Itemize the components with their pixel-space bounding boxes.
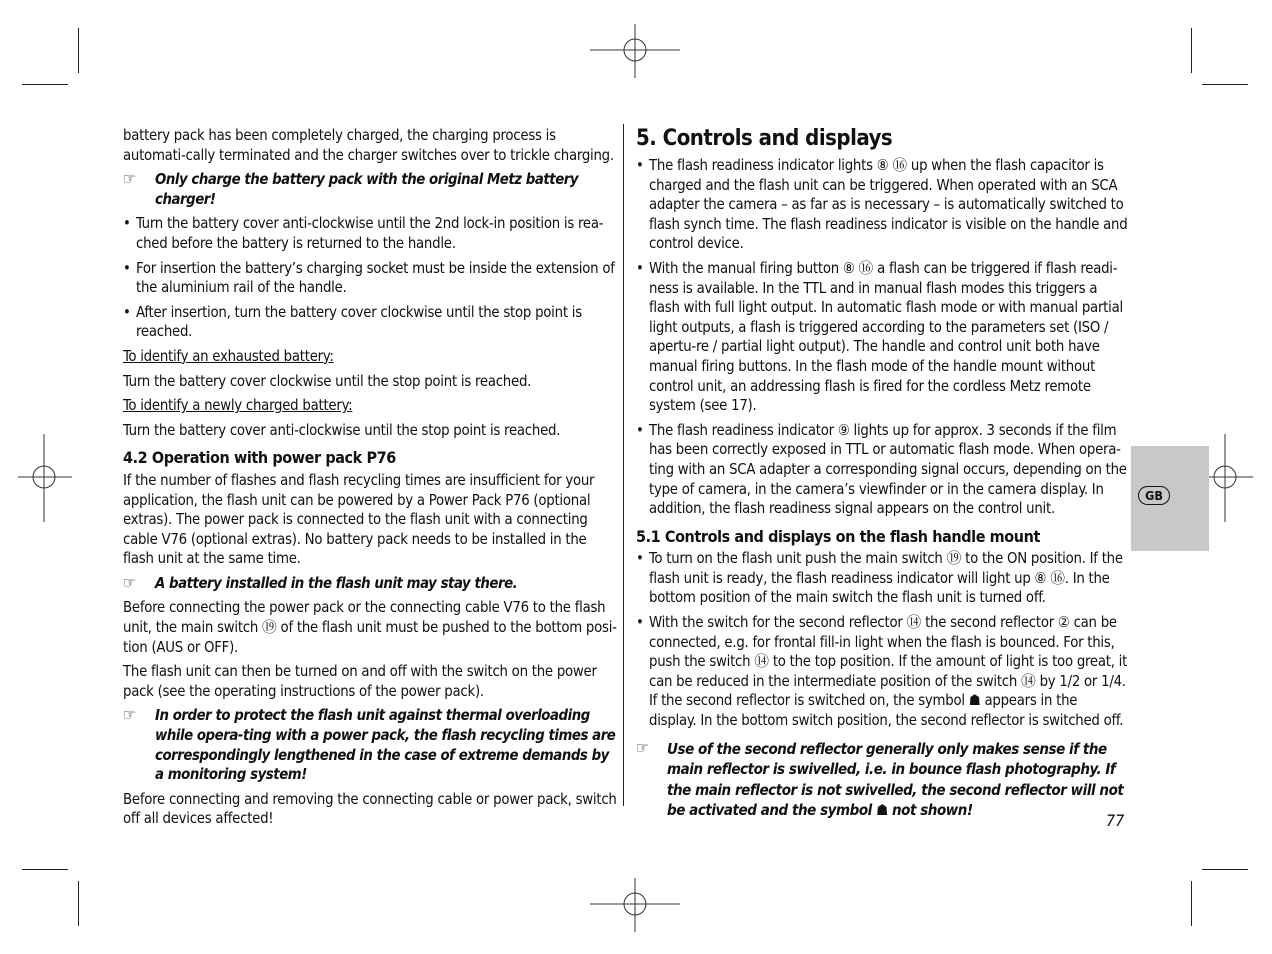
list-item: • Turn the battery cover anti-clockwise until the 2nd lock-in position is rea-ched before the battery is returned to the handle. [123, 214, 619, 253]
charged-battery-text: Turn the battery cover anti-clockwise until the stop point is reached. [123, 421, 561, 439]
power-switch-paragraph: The flash unit can then be turned on and off with the switch on the power pack (see the operating instructions of the power pack). [123, 663, 597, 700]
note-second-reflector [636, 739, 1128, 821]
right-column [636, 126, 1128, 826]
note-thermal-overload [123, 706, 619, 784]
charged-battery-heading: To identify a newly charged battery: [123, 397, 353, 415]
main-switch-paragraph: Before connecting the power pack or the connecting cable V76 to the flash unit, the main switch ⑲ of the flash unit must be pushed to the bottom posi-tion (AUS or OFF). [123, 599, 617, 656]
crop-mark [1202, 84, 1248, 85]
note-battery-stay [123, 574, 619, 594]
list-item: • For insertion the battery’s charging socket must be inside the extension of the aluminium rail of the handle. [123, 259, 619, 298]
registration-mark-icon [590, 22, 682, 80]
language-tab [1131, 446, 1209, 551]
crop-mark [78, 881, 79, 926]
pointing-hand-icon: ☞ [123, 572, 136, 592]
list-item: • With the manual firing button ⑧ ⑯ a flash can be triggered if flash readi-ness is available. In the TTL and in manual flash modes this triggers a flash with full light output. In automatic flash mode or with manual partial light outputs, a flash is triggered according to the parameters set (ISO / apertu-re / partial light output). The handle and control unit both have manual firing buttons. In the flash mode of the handle mount without control unit, an addressing flash is fired for the cordless Metz remote system (see 17). [636, 259, 1128, 416]
pointing-hand-icon: ☞ [123, 705, 136, 725]
note-charger [123, 170, 619, 209]
section-heading: 4.2 Operation with power pack P76 [123, 448, 396, 468]
note-text: In order to protect the flash unit against thermal overloading while opera-ting with a power pack, the flash recycling times are correspondingly lengthened in the case of extreme demands by a monitoring system! [155, 707, 616, 784]
list-item: • The flash readiness indicator lights ⑧ ⑯ up when the flash capacitor is charged and the flash unit can be triggered. When operated with an SCA adapter the camera – as far as is necessary – is automatically switched to flash synch time. The flash readiness indicator is visible on the handle and control device. [636, 156, 1128, 254]
crop-mark [1191, 881, 1192, 926]
page-number: 77 [1106, 811, 1125, 830]
crop-mark [22, 869, 68, 870]
note-text: Use of the second reflector generally only makes sense if the main reflector is swivelled, i.e. in bounce flash photography. If the main reflector is not swivelled, the second reflector will not be activated and the symbol ☗ not shown! [667, 739, 1124, 820]
section-heading: 5.1 Controls and displays on the flash handle mount [636, 526, 1040, 546]
chapter-heading: 5. Controls and displays [636, 126, 893, 151]
crop-mark [1191, 28, 1192, 73]
left-column [123, 126, 619, 834]
power-pack-paragraph: If the number of flashes and flash recycling times are insufficient for your application, the flash unit can be powered by a Power Pack P76 (optional extras). The power pack is connected to the flash unit with a connecting cable V76 (optional extras). No battery pack needs to be installed in the flash unit at the same time. [123, 471, 595, 568]
crop-mark [1202, 869, 1248, 870]
list-item: • After insertion, turn the battery cover clockwise until the stop point is reached. [123, 303, 619, 342]
column-divider [623, 124, 624, 806]
exhausted-battery-heading: To identify an exhausted battery: [123, 347, 334, 365]
exhausted-battery-text: Turn the battery cover clockwise until the stop point is reached. [123, 372, 532, 390]
list-item: • The flash readiness indicator ⑨ lights up for approx. 3 seconds if the film has been correctly exposed in TTL or automatic flash mode. When opera-ting with an SCA adapter a corresponding signal occurs, depending on the type of camera, in the camera’s viewfinder or in the camera display. In addition, the flash readiness signal appears on the control unit. [636, 421, 1128, 519]
crop-mark [22, 84, 68, 85]
registration-mark-icon [590, 876, 682, 934]
intro-paragraph: battery pack has been completely charged, the charging process is automati-cally terminated and the charger switches over to trickle charging. [123, 127, 614, 164]
crop-mark [78, 28, 79, 73]
list-item: • To turn on the flash unit push the main switch ⑲ to the ON position. If the flash unit is ready, the flash readiness indicator will light up ⑧ ⑯. In the bottom position of the main switch the flash unit is turned off. [636, 549, 1128, 608]
pointing-hand-icon: ☞ [123, 169, 136, 189]
registration-mark-icon [16, 432, 74, 524]
list-item: • With the switch for the second reflector ⑭ the second reflector ② can be connected, e.g. for frontal fill-in light when the flash is bounced. For this, push the switch ⑭ to the top position. If the amount of light is too great, it can be reduced in the intermediate position of the switch ⑭ by 1/2 or 1/4. If the second reflector is switched on, the symbol ☗ appears in the display. In the bottom switch position, the second reflector is switched off. [636, 613, 1128, 731]
note-text: A battery installed in the flash unit may stay there. [155, 574, 518, 592]
note-text: Only charge the battery pack with the original Metz battery charger! [155, 171, 579, 208]
pointing-hand-icon: ☞ [636, 737, 649, 757]
disconnect-paragraph: Before connecting and removing the connecting cable or power pack, switch off all devices affected! [123, 790, 617, 828]
language-badge: GB [1138, 486, 1170, 505]
